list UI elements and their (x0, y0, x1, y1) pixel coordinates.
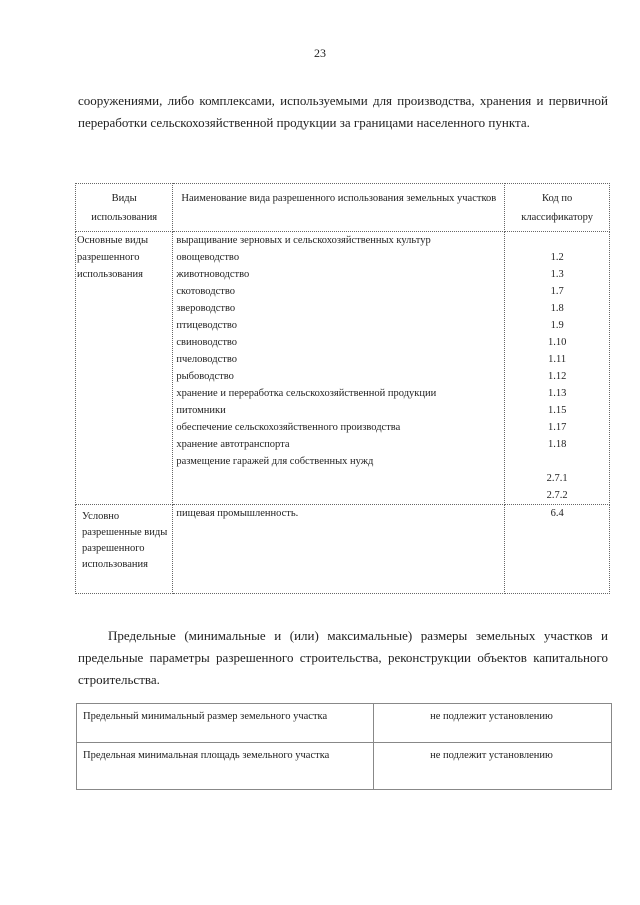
usage-item: скотоводство (176, 286, 235, 297)
code-item: 1.9 (550, 320, 564, 331)
main-usage-row (76, 232, 610, 505)
usage-item: питомники (176, 405, 226, 416)
code-item: 2.7.1 (546, 473, 568, 484)
code-item: 1.12 (547, 371, 567, 382)
conditional-usage-row (76, 505, 610, 594)
header-code: Код по классификатору (505, 184, 610, 232)
params-row (77, 704, 612, 743)
params-label: Предельная минимальная площадь земельного участка (77, 743, 374, 790)
usage-item: свиноводство (176, 337, 238, 348)
params-value: не подлежит установлению (374, 704, 612, 743)
code-item: 1.10 (547, 337, 567, 348)
main-kind-cell: Основные виды разрешенного использования (76, 232, 173, 505)
params-label: Предельный минимальный размер земельного участка (77, 704, 374, 743)
usage-item: хранение и переработка сельскохозяйственной продукции (176, 388, 437, 399)
params-row (77, 743, 612, 790)
header-kind: Виды использования (76, 184, 173, 232)
code-item: 1.2 (550, 252, 564, 263)
code-item (508, 232, 606, 249)
code-item: 1.3 (550, 269, 564, 280)
usage-item: выращивание зерновых и сельскохозяйственных культур (176, 235, 431, 246)
conditional-kind-cell: Условно разрешенные виды разрешенного использования (76, 505, 173, 594)
usage-item: рыбоводство (176, 371, 234, 382)
params-paragraph (78, 625, 608, 691)
code-item: 1.7 (550, 286, 564, 297)
code-item: 1.8 (550, 303, 564, 314)
usage-item: пчеловодство (176, 354, 237, 365)
code-item: 1.13 (547, 388, 567, 399)
code-item: 1.11 (548, 354, 567, 365)
params-table (76, 703, 612, 790)
table-header-row (76, 184, 610, 232)
main-usage-cell (173, 232, 505, 505)
intro-paragraph (78, 90, 608, 134)
page-number: 23 (314, 46, 326, 60)
code-item: 1.17 (547, 422, 567, 433)
params-value: не подлежит установлению (374, 743, 612, 790)
usage-item: звероводство (176, 303, 236, 314)
code-item: 1.18 (547, 439, 567, 450)
main-code-cell (505, 232, 610, 505)
land-use-table (75, 183, 610, 594)
usage-item: животноводство (176, 269, 250, 280)
code-item: 1.15 (547, 405, 567, 416)
conditional-code-cell: 6.4 (505, 505, 610, 594)
usage-item: размещение гаражей для собственных нужд (176, 456, 374, 467)
usage-list (176, 232, 501, 470)
code-list (508, 232, 606, 504)
usage-item: обеспечение сельскохозяйственного производства (176, 422, 401, 433)
usage-item: овощеводство (176, 252, 240, 263)
header-name: Наименование вида разрешенного использования земельных участков (173, 184, 505, 232)
params-text: Предельные (минимальные и (или) максимальные) размеры земельных участков и предельные параметры разрешенного строительства, реконструкции объектов капитального строительства. (78, 628, 608, 687)
conditional-usage-cell: пищевая промышленность. (173, 505, 505, 594)
code-item (508, 453, 606, 470)
intro-text: сооружениями, либо комплексами, используемыми для производства, хранения и первичной переработки сельскохозяйственной продукции за границами населенного пункта. (78, 93, 608, 130)
usage-item: хранение автотранспорта (176, 439, 290, 450)
usage-item: птицеводство (176, 320, 238, 331)
code-item: 2.7.2 (546, 490, 568, 501)
